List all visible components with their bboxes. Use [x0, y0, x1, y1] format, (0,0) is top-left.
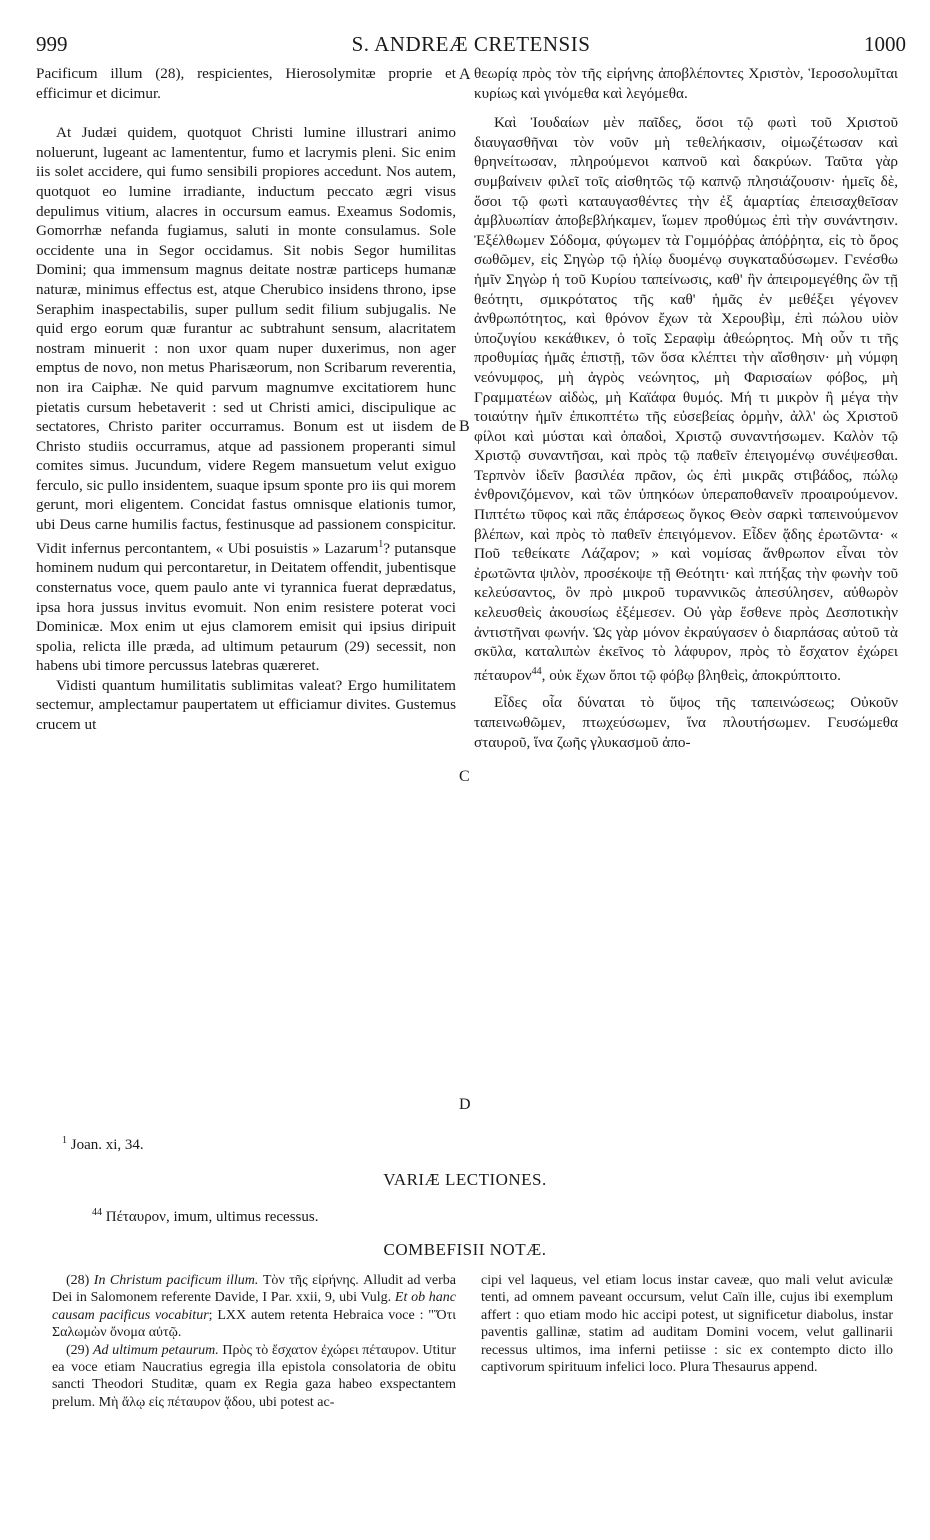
footnote-text: Joan. xi, 34.: [70, 1137, 144, 1153]
latin-paragraph-2: [36, 123, 456, 676]
latin-paragraph-2-text: At Judæi quidem, quotquot Christi lumine illustrari animo noluerunt, lugeant ac lamententur, fumo et lacrymis pleni. Sic enim iis solet accidere, qui fumo sensibili propiores accedunt. Nos autem, quotquot eo lumine irradiante, inductum peccato ægri visus depulimus vitium, alacres in occursum eamus. Exeamus Sodomis, Gomorrhæ nefanda fugiamus, saluti in monte consulamus. Sole occidente una in Segor occidamus. Sit nobis Segor humilitas Domini; qua immensum magnus deitate nostræ particeps humanæ naturæ, minimus effectus est, atque Cherubico insidens throno, ipse Seraphim inaspectabilis, super pullum sedit filium subjugalis. Ne quid ergo eorum quæ furantur ac subtrahunt sensum, alacritatem nostram minuerit : non uxor quam nuper duxerimus, non ager emptus de novo, non metus Pharisæorum, non Scribarum reverentia, non ira Caiphæ. Ne quid parvum magnumve excitatiorem hunc pietatis cursum hebetaverit : sed ut Christi amici, discipulique ac sectatores, Christo pariter occurramus. Bonum est ut iisdem de Christo studiis occurramus, atque ad passionem properanti simul comites simus. Jucundum, videre Regem mansuetum velut exiguo ferculo, sic pullo insidentem, suaque ipsum sponte pro iis qui morem gerunt, mori eligentem. Concidat fastus omnisque elationis tumor, ubi Deus carne humilis factus, festinusque ad passionem conspicitur. Vidit infernus percontantem, « Ubi posuistis » Lazarum: [36, 124, 456, 557]
note-28-text-b: ; LXX autem retenta Hebraica voce : "Ὅτι Σαλωμὼν ὄνομα αὐτῷ.: [52, 1307, 456, 1341]
margin-letter-a: A: [459, 66, 471, 83]
variant-ref: 44: [531, 665, 542, 677]
latin-paragraph-2-rest: ? putansque hominem nudum qui percontaretur, in Deitatem offendit, jubentisque consternatus voce, quem paulo ante vi tyrannica fuerat deprædatus, ipsa hora jussus invitus evomuit. Non enim resistere poterat voci Dominicæ. Mox enim ut ejus clamorem emisit qui ipsius diripuit spolia, relicta ille præda, ad ultimum petaurum (29) secessit, non habens ubi timore percussus latebras quæreret.: [36, 539, 456, 675]
variant-mark: 44: [92, 1207, 102, 1218]
greek-paragraph-2-text: Καὶ Ἰουδαίων μὲν παῖδες, ὅσοι τῷ φωτὶ τοῦ Χριστοῦ διαυγασθῆναι τὸν νοῦν μὴ τεθελήκασιν, οἰμωζέτωσαν καὶ θρηνείτωσαν, πληρούμενοι καπνοῦ καὶ δακρύων. Ταῦτα γὰρ συμβαίνειν φιλεῖ τοῖς αἰσθητῶς τῷ καπνῷ πλησιάζουσιν· ἡμεῖς δὲ, ὅσοι τῷ φωτὶ καταυγασθέντες τὴν ἐξ ἁμαρτίας ἐπεισαχθεῖσαν ἀμβλυωπίαν ἀποβεβλήκαμεν, ἴωμεν προθύμως ἐπὶ τὴν συνάντησιν. Ἐξέλθωμεν Σόδομα, φύγωμεν τὰ Γομμόῤῥας ἀπόῤῥητα, εἰς τὸ ὄρος σωθῶμεν, εἰς Σηγὼρ τῷ ἡλίῳ δυομένῳ συγκαταδύσωμεν. Γενέσθω ἡμῖν Σηγὼρ ἡ τοῦ Κυρίου ταπείνωσις, καθ' ἣν ἀπειρομεγέθης ὢν τῇ θεότητι, σμικρότατος τῆς καθ' ἡμᾶς ἐν μεθέξει γέγονεν ἀνθρωπότητος, καὶ θρόνον ἔχων τὰ Χερουβὶμ, ἐπὶ πώλου υἱὸν ὑποζυγίου κεκάθικεν, ὁ τοῖς Σεραφὶμ ἀθεώρητος. Μὴ οὖν τι τῆς προθυμίας ἡμᾶς ἐπιστῇ, τῶν ὅσα κλέπτει τὴν αἴσθησιν· μὴ νύμφη νεόνυμφος, μὴ ἀγρὸς νεώνητος, μὴ Φαρισαίων φόβος, μὴ Γραμματέων αἰδὼς, μὴ Καϊάφα θυμός. Μή τι μικρὸν ἢ μέγα τὴν τοιαύτην ἡμῖν ἐπικοπτέτω τῆς εὐσεβείας ὁρμὴν, ἀλλ' ὡς Χριστοῦ φίλοι καὶ μύσται καὶ ὀπαδοὶ, Χριστῷ συναντήσωμεν. Καλὸν τῷ Χριστῷ συναντῆσαι, καὶ πρὸς τῷ παθεῖν ἐπειγομένῳ συνέψεσθαι. Τερπνὸν ἰδεῖν βασιλέα πρᾶον, ὡς ἐπὶ μικρᾶς στιβάδος, πώλῳ ἐνθρονιζόμενον, καὶ τῶν ὑπηκόων ὑπεραποθανεῖν προαιρούμενον. Πιπτέτω τῦφος καὶ πᾶς ἐπάρσεως ὄγκος Θεὸν σαρκὶ ταπεινούμενον βλέπων, καὶ πρὸς τὸ παθεῖν ἐπειγόμενον. Εἶδεν ᾅδης ἐρωτῶντα· « Ποῦ τεθείκατε Λάζαρον; » καὶ νομίσας ἄνθρωπον εἶναι τὸν ἐρωτῶντα ψιλὸν, προσέκοψε τῇ Θεότητι· καὶ πτήξας τὴν φωνὴν τοῦ κελεύσαντος, ὃν πρὸ μικροῦ τυραννικῶς ἀπεσύλησεν, αὐθωρὸν κελευσθεὶς ἀκουσίως ἐξέμεσεν. Οὐ γὰρ ἔσθενε πρὸς Δεσποτικὴν ἀντιστῆναι φωνήν. Ὡς γὰρ μόνον ἐκραύγασεν ὁ διαρπάσας αὐτοῦ τὰ σκῦλα, καταλιπὼν ἐκεῖνος τὸ λάφυρον, πρὸς τὸ ἔσχατον ἐχώρει πέταυρον: [474, 114, 898, 684]
running-title: S. ANDREÆ CRETENSIS: [351, 32, 591, 56]
note-28: [52, 1272, 456, 1342]
latin-paragraph-3: Vidisti quantum humilitatis sublimitas valeat? Ergo humilitatem sectemur, amplectamur paupertatem ut efficiamur divites. Gustemus crucem ut: [36, 676, 456, 734]
note-29-number: (29): [66, 1342, 90, 1358]
margin-letter-c: C: [459, 768, 470, 785]
note-29: [52, 1342, 456, 1412]
variant-text: Πέταυρον, imum, ultimus recessus.: [105, 1209, 319, 1225]
footnote-mark: 1: [62, 1135, 67, 1146]
margin-letter-d: D: [459, 1096, 471, 1113]
note-28-lemma-2: Et ob hanc causam pacificus vocabitur: [52, 1290, 457, 1323]
note-29-lemma: Ad ultimum petaurum.: [92, 1342, 219, 1358]
note-29-continued: cipi vel laqueus, vel etiam locus instar caveæ, quo mali velut aviculæ tenti, ad omnem paveant occursum, velut Caïn ille, cujus ibi exemplum affert : quo etiam modo hic accipi potest, ut significetur diabolus, instar paventis gallinæ, statim ad auditam Domini vocem, velut gallinarii recessus ultimos, ima inferni petiisse : sic ex contempto dicto illo captivorum spirituum infelici loco. Plura Thesaurus append.: [481, 1273, 893, 1376]
notes-right-column: [481, 1272, 893, 1376]
page-number-left: 999: [36, 32, 68, 56]
note-28-text-a: Τὸν τῆς εἰρήνης. Alludit ad verba Dei in Salomonem referente Davide, I Par. xxii, 9, ubi Vulg.: [52, 1273, 457, 1306]
variae-lectiones-heading: VARIÆ LECTIONES.: [383, 1170, 547, 1189]
footnote-ref: 1: [378, 538, 384, 550]
latin-column: [36, 64, 456, 735]
page-header: [36, 32, 906, 62]
greek-paragraph-3: Εἶδες οἷα δύναται τὸ ὕψος τῆς ταπεινώσεως; Οὐκοῦν ταπεινωθῶμεν, πτωχεύσωμεν, ἵνα πλουτήσωμεν. Γευσώμεθα σταυροῦ, ἵνα ζωῆς γλυκασμοῦ ἀπο-: [474, 694, 898, 751]
notes-left-column: [52, 1272, 456, 1411]
latin-paragraph-1: Pacificum illum (28), respicientes, Hierosolymitæ proprie et efficimur et dicimur.: [36, 65, 456, 102]
combefisii-notae-heading: COMBEFISII NOTÆ.: [383, 1240, 547, 1259]
greek-column: [474, 64, 898, 752]
greek-paragraph-2-rest: , οὐκ ἔχων ὅποι τῷ φόβῳ βληθεὶς, ἀποκρύπτοιτο.: [541, 666, 841, 684]
footnote: [62, 1135, 562, 1154]
greek-paragraph-2: [474, 113, 898, 685]
note-29-text: Πρὸς τὸ ἔσχατον ἐχώρει πέταυρον. Utitur ea voce etiam Naucratius egregia illa epistola consolatoria de obitu sancti Theodori Studitæ, quam ex Regia gaza habeo exspectantem prelum. Μὴ ἄλῳ εἰς πέταυρον ᾅδου, ubi potest ac-: [52, 1342, 456, 1410]
note-28-lemma: In Christum pacificum illum.: [93, 1273, 259, 1288]
greek-paragraph-1: θεωρίᾳ πρὸς τὸν τῆς εἰρήνης ἀποβλέποντες Χριστὸν, Ἱεροσολυμῖται κυρίως καὶ γινόμεθα καὶ λεγόμεθα.: [474, 65, 898, 102]
variant-note: [92, 1207, 652, 1226]
page-number-right: 1000: [864, 32, 906, 56]
margin-letter-b: B: [459, 418, 470, 435]
note-28-number: (28): [66, 1273, 90, 1288]
